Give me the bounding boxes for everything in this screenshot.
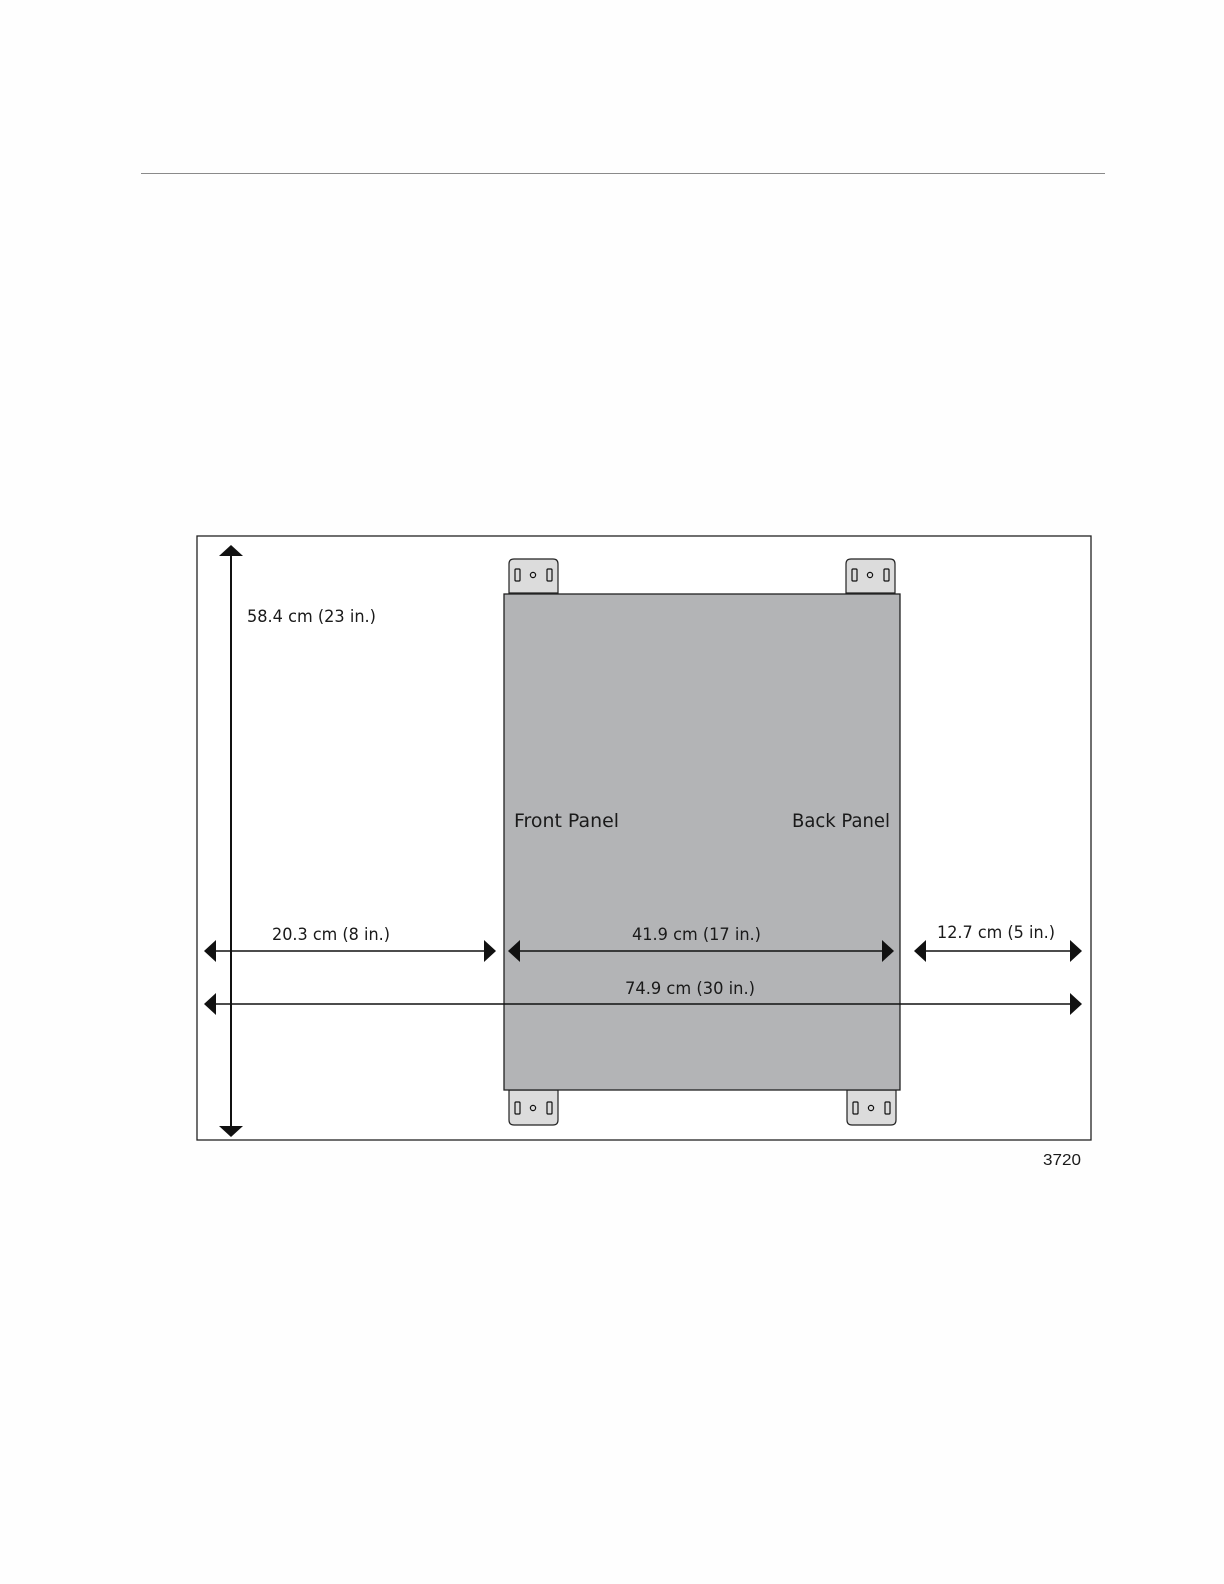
unit-depth-label: 41.9 cm (17 in.) bbox=[632, 925, 761, 945]
device-body bbox=[504, 594, 900, 1090]
mounting-bracket-top-left bbox=[509, 559, 558, 593]
mounting-bracket-bottom-right bbox=[847, 1090, 896, 1125]
figure-number: 3720 bbox=[1043, 1152, 1082, 1169]
total-depth-label: 74.9 cm (30 in.) bbox=[625, 979, 755, 999]
front-clearance-label: 20.3 cm (8 in.) bbox=[272, 925, 390, 945]
height-label: 58.4 cm (23 in.) bbox=[247, 607, 376, 627]
mounting-bracket-top-right bbox=[846, 559, 895, 593]
front-panel-label: Front Panel bbox=[514, 810, 619, 832]
rear-clearance-label: 12.7 cm (5 in.) bbox=[937, 923, 1055, 943]
back-panel-label: Back Panel bbox=[792, 810, 890, 832]
mounting-bracket-bottom-left bbox=[509, 1090, 558, 1125]
